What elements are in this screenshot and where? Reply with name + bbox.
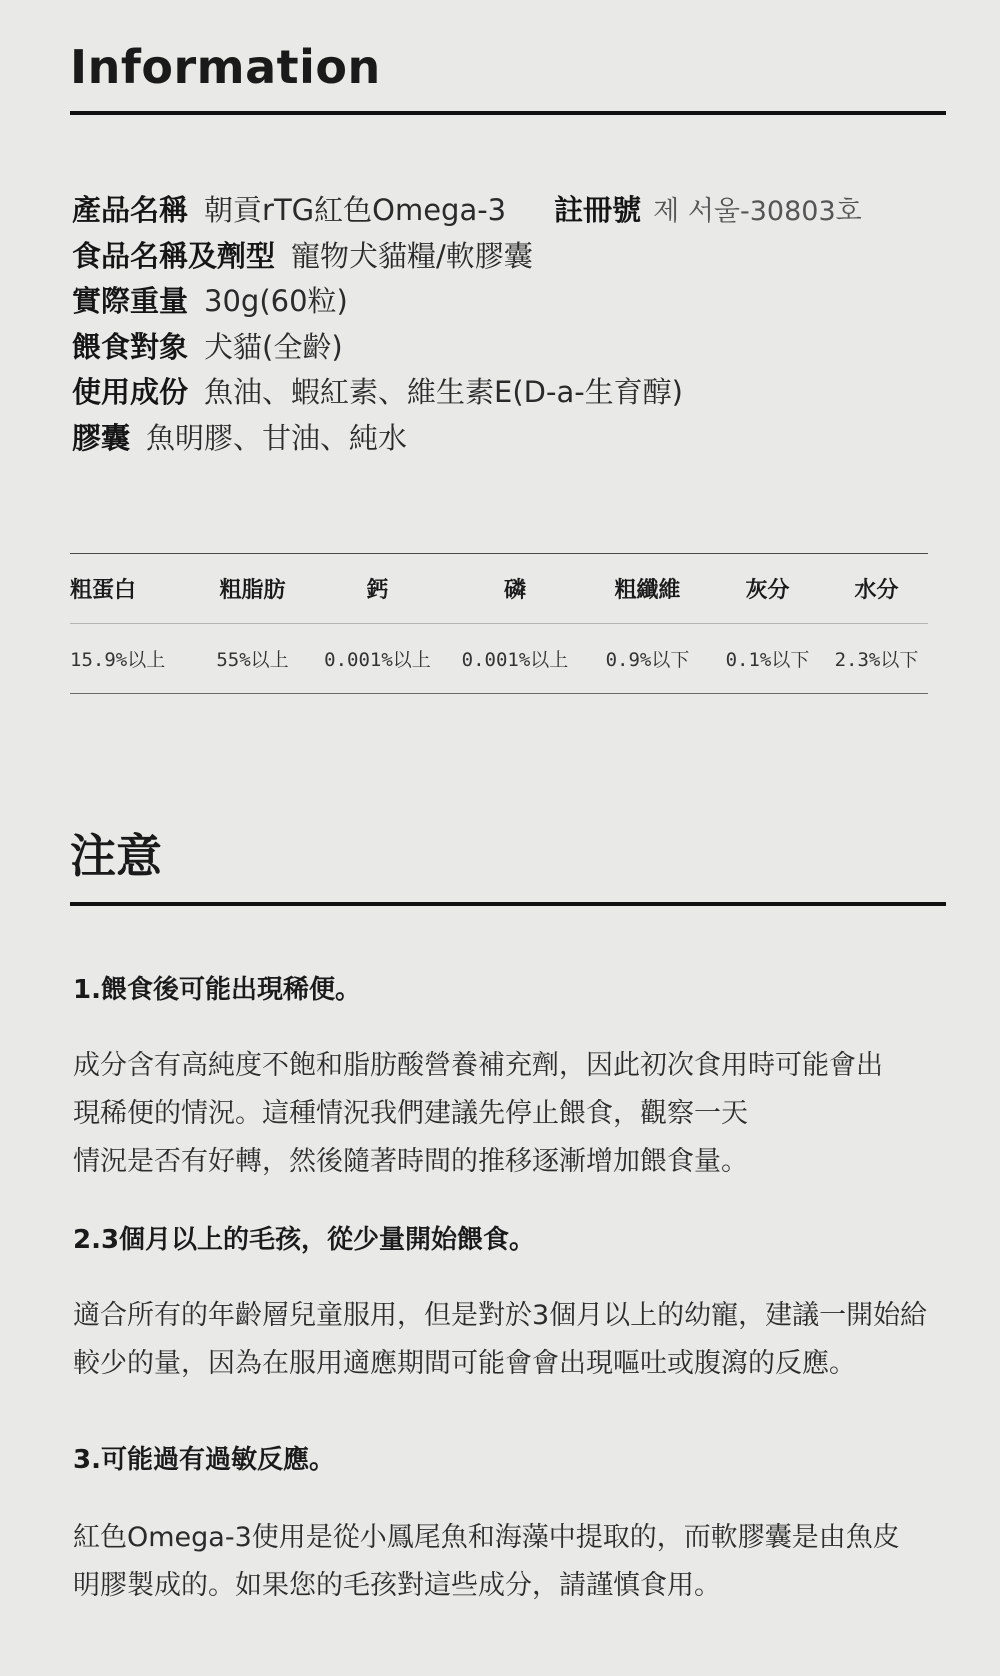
nutrition-header-row: [70, 554, 928, 624]
notice-line: 明膠製成的。如果您的毛孩對這些成分，請謹慎食用。: [73, 1570, 721, 1601]
nutrition-header: 磷: [445, 554, 585, 624]
nutrition-value: 0.1%以下: [710, 624, 825, 694]
info-key: 使用成份: [72, 375, 189, 409]
nutrition-header: 水分: [825, 554, 928, 624]
nutrition-value: 55%以上: [195, 624, 310, 694]
info-key: 實際重量: [72, 284, 189, 318]
notice-divider: [70, 902, 946, 906]
nutrition-header: 粗纖維: [585, 554, 710, 624]
nutrition-value: 0.001%以上: [310, 624, 445, 694]
notice-body: [73, 1514, 973, 1610]
notice-heading: 2.3個月以上的毛孩，從少量開始餵食。: [73, 1225, 536, 1255]
info-row-food-type: [72, 236, 952, 282]
info-value: 魚明膠、甘油、純水: [146, 420, 408, 455]
notice-title: 注意: [70, 829, 162, 883]
notice-line: 適合所有的年齡層兒童服用，但是對於3個月以上的幼寵，建議一開始給: [73, 1300, 928, 1331]
nutrition-header: 灰分: [710, 554, 825, 624]
notice-line: 紅色Omega-3使用是從小鳳尾魚和海藻中提取的，而軟膠囊是由魚皮: [73, 1522, 900, 1553]
information-title: Information: [70, 40, 381, 94]
notice-line: 成分含有高純度不飽和脂肪酸營養補充劑，因此初次食用時可能會出: [73, 1050, 883, 1081]
nutrition-value: 0.001%以上: [445, 624, 585, 694]
info-value: 寵物犬貓糧/軟膠囊: [291, 238, 533, 273]
notice-line: 較少的量，因為在服用適應期間可能會會出現嘔吐或腹瀉的反應。: [73, 1348, 856, 1379]
info-row-weight: [72, 281, 952, 327]
notice-item-small-amount: [73, 1222, 973, 1388]
info-row-capsule: [72, 418, 952, 464]
nutrition-header: 粗蛋白: [70, 554, 195, 624]
information-list: [72, 190, 952, 463]
info-value-registration: 제 서울-30803호: [653, 196, 862, 227]
notice-body: [73, 1042, 973, 1186]
notice-heading: 1.餵食後可能出現稀便。: [73, 975, 361, 1005]
info-value: 魚油、蝦紅素、維生素E(D-a-生育醇): [204, 375, 683, 409]
notice-heading: 3.可能過有過敏反應。: [73, 1445, 335, 1475]
nutrition-value: 15.9%以上: [70, 624, 195, 694]
info-key: 產品名稱: [72, 193, 189, 227]
nutrition-value: 0.9%以下: [585, 624, 710, 694]
info-value: 犬貓(全齡): [204, 329, 343, 364]
notice-line: 情況是否有好轉，然後隨著時間的推移逐漸增加餵食量。: [73, 1146, 748, 1177]
info-row-target: [72, 327, 952, 373]
nutrition-header: 鈣: [310, 554, 445, 624]
info-key: 餵食對象: [72, 329, 189, 364]
notice-body: [73, 1292, 973, 1388]
notice-item-loose-stool: [73, 972, 973, 1186]
nutrition-header: 粗脂肪: [195, 554, 310, 624]
nutrition-table: [70, 553, 928, 694]
notice-line: 現稀便的情況。這種情況我們建議先停止餵食，觀察一天: [73, 1098, 748, 1129]
info-value: 朝貢rTG紅色Omega-3: [204, 193, 507, 227]
info-key-registration: 註冊號: [554, 193, 642, 227]
info-value: 30g(60粒): [204, 284, 348, 318]
nutrition-value: 2.3%以下: [825, 624, 928, 694]
information-divider: [70, 111, 946, 115]
info-key: 食品名稱及劑型: [72, 238, 276, 273]
info-key: 膠囊: [72, 420, 131, 455]
info-row-ingredients: [72, 372, 952, 418]
info-row-product-name: [72, 190, 952, 236]
nutrition-value-row: [70, 624, 928, 694]
notice-item-allergy: [73, 1442, 973, 1610]
